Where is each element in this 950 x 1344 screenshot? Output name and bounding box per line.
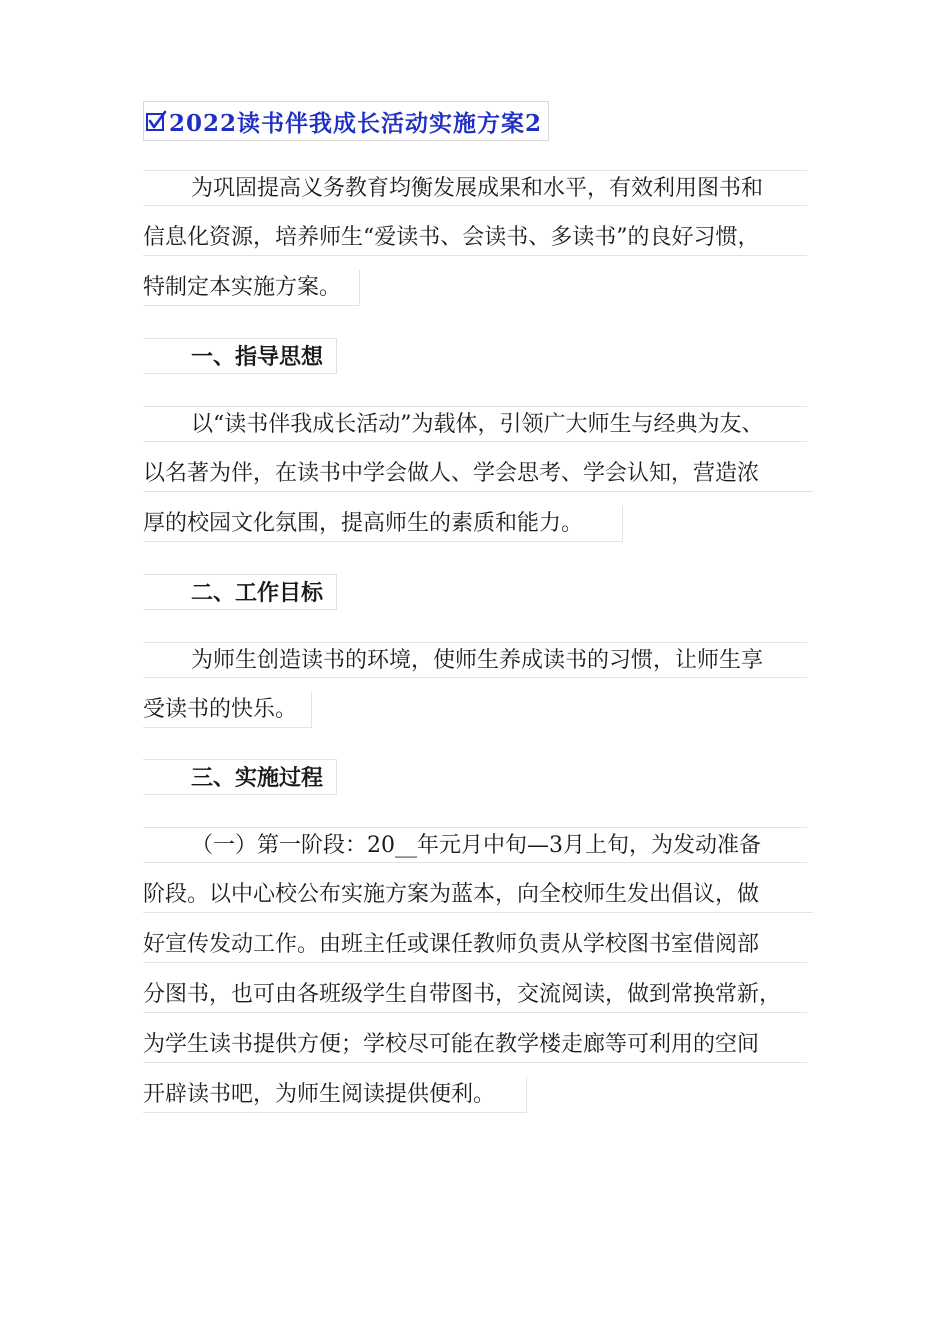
- section3-line-4: 分图书，也可由各班级学生自带图书，交流阅读，做到常换常新，: [143, 977, 807, 1013]
- document-title: [143, 101, 549, 141]
- section3-line-1: （一）第一阶段：20__年元月中旬—3月上旬，为发动准备: [143, 827, 807, 863]
- section1-line-1: 以“读书伴我成长活动”为载体，引领广大师生与经典为友、: [143, 406, 807, 442]
- section3-line-2: 阶段。以中心校公布实施方案为蓝本，向全校师生发出倡议，做: [143, 877, 813, 913]
- section-heading-guiding-ideology: 一、指导思想: [143, 338, 337, 374]
- checkbox-checked-icon: [145, 110, 167, 132]
- intro-line-1: 为巩固提高义务教育均衡发展成果和水平，有效利用图书和: [143, 170, 807, 206]
- intro-line-3: 特制定本实施方案。: [143, 270, 360, 306]
- section1-line-2: 以名著为伴，在读书中学会做人、学会思考、学会认知，营造浓: [143, 456, 813, 492]
- section-heading-work-goals: 二、工作目标: [143, 574, 337, 610]
- section3-line-3: 好宣传发动工作。由班主任或课任教师负责从学校图书室借阅部: [143, 927, 807, 963]
- section2-line-2: 受读书的快乐。: [143, 692, 312, 728]
- section-heading-implementation: 三、实施过程: [143, 759, 337, 795]
- section2-line-1: 为师生创造读书的环境，使师生养成读书的习惯，让师生享: [143, 642, 807, 678]
- document-title-text: 2022读书伴我成长活动实施方案2: [169, 109, 543, 137]
- intro-line-2: 信息化资源，培养师生“爱读书、会读书、多读书”的良好习惯，: [143, 220, 807, 256]
- section3-line-6: 开辟读书吧，为师生阅读提供便利。: [143, 1077, 527, 1113]
- section3-line-5: 为学生读书提供方便；学校尽可能在教学楼走廊等可利用的空间: [143, 1027, 807, 1063]
- section1-line-3: 厚的校园文化氛围，提高师生的素质和能力。: [143, 506, 623, 542]
